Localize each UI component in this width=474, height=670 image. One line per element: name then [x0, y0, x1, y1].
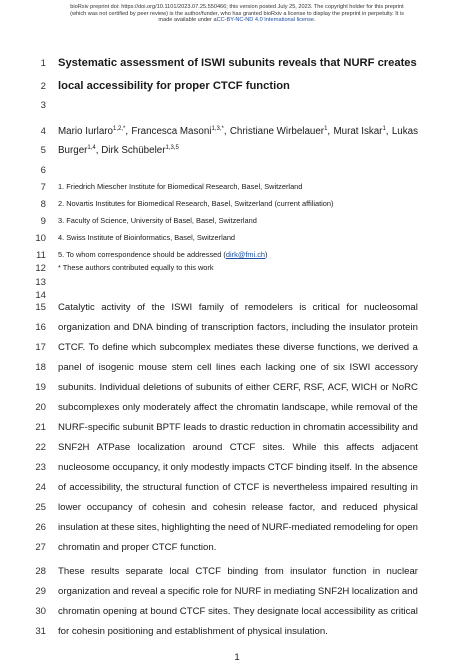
- license-link[interactable]: CC-BY-NC-ND 4.0 International license: [216, 17, 314, 24]
- abstract-line-21: NURF-specific subunit BPTF leads to drastic reduction in chromatin accessibility and: [58, 422, 418, 433]
- line-number: 21: [35, 422, 46, 433]
- line-number: 1: [40, 58, 46, 69]
- abstract-line-29: organization and reveal a specific role for NURF in mediating SNF2H localization and: [58, 586, 418, 597]
- line-number: 27: [35, 542, 46, 553]
- line-number: 10: [35, 233, 46, 244]
- abstract-line-17: CTCF. To define which subcomplex mediates these diverse functions, we derived a: [58, 342, 418, 353]
- line-number: 2: [40, 81, 46, 92]
- abstract-line-31: for cohesin positioning and establishment of physical insulation.: [58, 626, 328, 637]
- abstract-line-16: organization and DNA binding of transcription factors, including the insulator protein: [58, 322, 418, 333]
- affiliation-4: 4. Swiss Institute of Bioinformatics, Basel, Switzerland: [58, 233, 236, 242]
- line-number: 7: [40, 182, 46, 193]
- author-burger-last: Burger$^{1,4}$,: [58, 145, 99, 156]
- abstract-line-25: lower occupancy of cohesin and cohesin release factor, and reduced physical: [58, 502, 418, 513]
- preprint-header: [0, 4, 474, 24]
- author-iskar: Murat Iskar$^1$,: [333, 126, 389, 137]
- author-burger-first: Lukas: [391, 126, 418, 137]
- line-number: 12: [35, 263, 46, 274]
- title-line-2: local accessibility for proper CTCF function: [58, 80, 290, 92]
- line-number: 30: [35, 606, 46, 617]
- line-number: 25: [35, 502, 46, 513]
- line-number: 29: [35, 586, 46, 597]
- line-number: 14: [35, 290, 46, 301]
- line-number: 11: [36, 250, 46, 261]
- abstract-line-28: These results separate local CTCF binding from insulator function in nuclear: [58, 566, 418, 577]
- abstract-line-30: chromatin opening at bound CTCF sites. They designate local accessibility as critical: [58, 606, 418, 617]
- abstract-line-18: panel of isogenic mouse stem cell lines each lacking one of six ISWI accessory: [58, 362, 418, 373]
- title-line-1: Systematic assessment of ISWI subunits reveals that NURF creates: [58, 57, 417, 69]
- line-number: 26: [35, 522, 46, 533]
- line-number: 15: [35, 302, 46, 313]
- header-line-3: made available under aCC-BY-NC-ND 4.0 International license.: [158, 17, 316, 24]
- abstract-line-20: subcomplexes only moderately affect the chromatin landscape, while removal of the: [58, 402, 418, 413]
- line-number: 31: [35, 626, 46, 637]
- affiliation-3: 3. Faculty of Science, University of Basel, Basel, Switzerland: [58, 216, 257, 225]
- abstract-line-27: chromatin and proper CTCF function.: [58, 542, 217, 553]
- line-number: 24: [35, 482, 46, 493]
- line-number: 6: [40, 165, 46, 176]
- line-number: 8: [40, 199, 46, 210]
- line-number: 13: [35, 277, 46, 288]
- author-schubeler: Dirk Schübeler$^{1,3,5}$: [101, 145, 179, 156]
- abstract-line-19: subunits. Individual deletions of subunits of either CERF, RSF, ACF, WICH or NoRC: [58, 382, 418, 393]
- equal-contribution-note: * These authors contributed equally to this work: [58, 263, 214, 272]
- line-number: 28: [35, 566, 46, 577]
- line-number: 23: [35, 462, 46, 473]
- affiliation-2: 2. Novartis Institutes for Biomedical Research, Basel, Switzerland (current affiliation): [58, 199, 334, 208]
- page-number: 1: [234, 652, 240, 663]
- line-number: 3: [40, 100, 46, 111]
- authors-line-1: [58, 126, 418, 137]
- line-number: 22: [35, 442, 46, 453]
- author-masoni: Francesca Masoni$^{1,3,*}$,: [131, 126, 227, 137]
- line-number: 19: [35, 382, 46, 393]
- affiliation-5: 5. To whom correspondence should be addressed (dirk@fmi.ch): [58, 250, 268, 259]
- abstract-line-22: SNF2H ATPase localization around CTCF sites. While this affects adjacent: [58, 442, 418, 453]
- authors-line-2: [58, 145, 430, 156]
- line-number: 4: [40, 126, 46, 137]
- line-number: 5: [40, 145, 46, 156]
- author-iurlaro: Mario Iurlaro$^{1,2,*}$,: [58, 126, 129, 137]
- line-number: 20: [35, 402, 46, 413]
- line-number: 17: [35, 342, 46, 353]
- header-line-2: (which was not certified by peer review) is the author/funder, who has granted bioRxiv a license to display the preprint in perpetuity. It is: [70, 10, 404, 17]
- author-wirbelauer: Christiane Wirbelauer$^1$,: [229, 126, 331, 137]
- affiliation-1: 1. Friedrich Miescher Institute for Biomedical Research, Basel, Switzerland: [58, 182, 303, 191]
- abstract-line-23: nucleosome occupancy, it only modestly impacts CTCF binding itself. In the absence: [58, 462, 418, 473]
- abstract-line-24: of accessibility, the structural function of CTCF is nevertheless impaired resulting in: [58, 482, 418, 493]
- abstract-line-26: insulation at these sites, highlighting the need of NURF-mediated remodeling for open: [58, 522, 418, 533]
- line-number: 16: [35, 322, 46, 333]
- line-number: 9: [40, 216, 46, 227]
- line-number: 18: [35, 362, 46, 373]
- email-link[interactable]: dirk@fmi.ch: [225, 250, 266, 259]
- abstract-line-15: Catalytic activity of the ISWI family of remodelers is critical for nucleosomal: [58, 302, 418, 313]
- header-line-1: bioRxiv preprint doi: https://doi.org/10.1101/2023.07.25.550466; this version posted July 25, 2023. The copyright holder for this preprint: [70, 4, 404, 10]
